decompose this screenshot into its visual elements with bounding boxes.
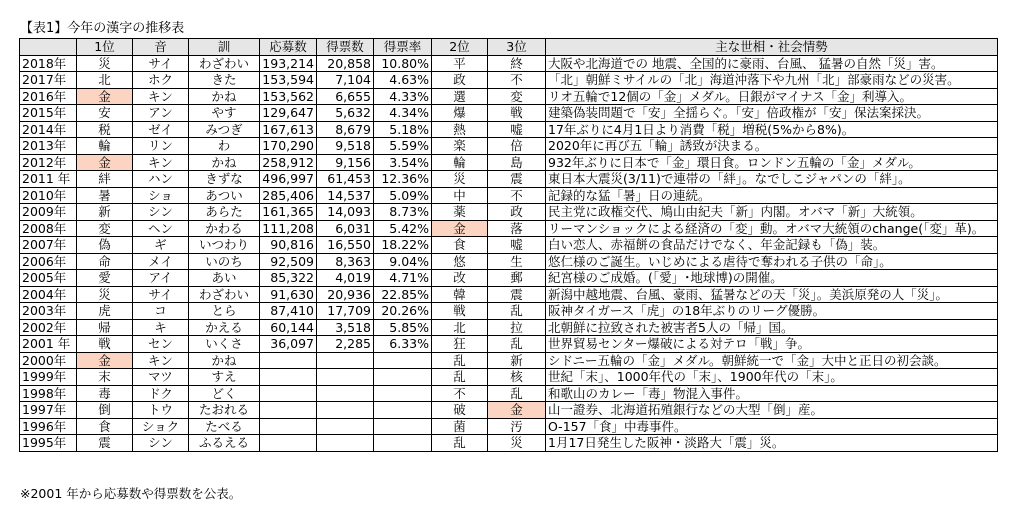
rank2-kanji-cell: 爆: [432, 105, 488, 122]
rank2-kanji-cell: 薬: [432, 204, 488, 221]
table-row: [20, 369, 998, 386]
on-reading-cell: サイ: [133, 286, 189, 303]
rank3-kanji-cell: 拉: [488, 319, 546, 336]
kun-reading-cell: いくさ: [189, 336, 260, 353]
rank1-kanji-cell: 毒: [77, 385, 133, 402]
rank1-kanji-cell: 金: [77, 88, 133, 105]
on-reading-cell: セン: [133, 336, 189, 353]
on-reading-cell: トウ: [133, 402, 189, 419]
table-row: [20, 121, 998, 138]
vote-rate-cell: 4.71%: [374, 270, 432, 287]
on-reading-cell: コ: [133, 303, 189, 320]
vote-rate-cell: 22.85%: [374, 286, 432, 303]
vote-rate-cell: 9.04%: [374, 253, 432, 270]
empty-cell: [317, 402, 374, 419]
rank2-kanji-cell: 輪: [432, 154, 488, 171]
rank1-kanji-cell: 北: [77, 72, 133, 89]
applications-cell: 60,144: [260, 319, 317, 336]
rank2-kanji-cell: 破: [432, 402, 488, 419]
social-events-cell: 北朝鮮に拉致された被害者5人の「帰」国。: [546, 319, 998, 336]
header-rank1: 1位: [77, 39, 133, 56]
header-rank3: 3位: [488, 39, 546, 56]
header-row: [20, 39, 998, 56]
table-row: [20, 187, 998, 204]
applications-cell: 258,912: [260, 154, 317, 171]
rank3-kanji-cell: 乱: [488, 336, 546, 353]
rank3-kanji-cell: 新: [488, 352, 546, 369]
rank1-kanji-cell: 戦: [77, 336, 133, 353]
kun-reading-cell: あい: [189, 270, 260, 287]
social-events-cell: 山一證券、北海道拓殖銀行などの大型「倒」産。: [546, 402, 998, 419]
kanji-history-table: [19, 38, 998, 452]
kun-reading-cell: かわる: [189, 220, 260, 237]
on-reading-cell: キ: [133, 319, 189, 336]
table-row: [20, 138, 998, 155]
table-row: [20, 253, 998, 270]
social-events-cell: 阪神タイガース「虎」の18年ぶりのリーグ優勝。: [546, 303, 998, 320]
empty-cell: [260, 402, 317, 419]
rank1-kanji-cell: 暑: [77, 187, 133, 204]
rank1-kanji-cell: 末: [77, 369, 133, 386]
rank2-kanji-cell: 選: [432, 88, 488, 105]
rank2-kanji-cell: 戦: [432, 303, 488, 320]
votes-cell: 3,518: [317, 319, 374, 336]
header-year: [20, 39, 77, 56]
social-events-cell: 民主党に政権交代、鳩山由紀夫「新」内閣。オバマ「新」大統領。: [546, 204, 998, 221]
applications-cell: 153,594: [260, 72, 317, 89]
social-events-cell: 932年ぶりに日本で「金」環日食。ロンドン五輪の「金」メダル。: [546, 154, 998, 171]
year-cell: 2012年: [20, 154, 77, 171]
year-cell: 2010年: [20, 187, 77, 204]
year-cell: 2006年: [20, 253, 77, 270]
applications-cell: 129,647: [260, 105, 317, 122]
kun-reading-cell: すえ: [189, 369, 260, 386]
table-row: [20, 154, 998, 171]
votes-cell: 20,858: [317, 55, 374, 72]
votes-cell: 14,537: [317, 187, 374, 204]
table-row: [20, 286, 998, 303]
year-cell: 1999年: [20, 369, 77, 386]
table-row: [20, 270, 998, 287]
year-cell: 1996年: [20, 418, 77, 435]
vote-rate-cell: 5.42%: [374, 220, 432, 237]
social-events-cell: 紀宮様のご成婚。(「愛」･地球博)の開催。: [546, 270, 998, 287]
vote-rate-cell: 8.73%: [374, 204, 432, 221]
header-kun-reading: 訓: [189, 39, 260, 56]
rank3-kanji-cell: 郵: [488, 270, 546, 287]
kun-reading-cell: とら: [189, 303, 260, 320]
rank2-kanji-cell: 楽: [432, 138, 488, 155]
votes-cell: 14,093: [317, 204, 374, 221]
rank1-kanji-cell: 偽: [77, 237, 133, 254]
applications-cell: 285,406: [260, 187, 317, 204]
empty-cell: [374, 435, 432, 452]
year-cell: 2004年: [20, 286, 77, 303]
empty-cell: [317, 418, 374, 435]
rank3-kanji-cell: 終: [488, 55, 546, 72]
rank1-kanji-cell: 災: [77, 55, 133, 72]
kun-reading-cell: あらた: [189, 204, 260, 221]
votes-cell: 4,019: [317, 270, 374, 287]
rank3-kanji-cell: 嘘: [488, 237, 546, 254]
votes-cell: 7,104: [317, 72, 374, 89]
rank3-kanji-cell: 倍: [488, 138, 546, 155]
on-reading-cell: シン: [133, 204, 189, 221]
year-cell: 1998年: [20, 385, 77, 402]
on-reading-cell: ヘン: [133, 220, 189, 237]
table-row: [20, 319, 998, 336]
empty-cell: [260, 385, 317, 402]
on-reading-cell: シン: [133, 435, 189, 452]
applications-cell: 111,208: [260, 220, 317, 237]
empty-cell: [317, 435, 374, 452]
on-reading-cell: ショ: [133, 187, 189, 204]
rank3-kanji-cell: 変: [488, 88, 546, 105]
empty-cell: [260, 352, 317, 369]
applications-cell: 91,630: [260, 286, 317, 303]
kun-reading-cell: どく: [189, 385, 260, 402]
rank1-kanji-cell: 安: [77, 105, 133, 122]
empty-cell: [374, 385, 432, 402]
vote-rate-cell: 12.36%: [374, 171, 432, 188]
social-events-cell: 1月17日発生した阪神・淡路大「震」災。: [546, 435, 998, 452]
on-reading-cell: キン: [133, 154, 189, 171]
votes-cell: 9,156: [317, 154, 374, 171]
year-cell: 2000年: [20, 352, 77, 369]
year-cell: 2017年: [20, 72, 77, 89]
social-events-cell: 大阪や北海道での 地震、全国的に豪雨、台風、 猛暑の自然「災」害。: [546, 55, 998, 72]
empty-cell: [260, 435, 317, 452]
kun-reading-cell: かえる: [189, 319, 260, 336]
rank2-kanji-cell: 改: [432, 270, 488, 287]
rank2-kanji-cell: 食: [432, 237, 488, 254]
social-events-cell: 「北」朝鮮ミサイルの「北」海道沖落下や九州「北」部豪雨などの災害。: [546, 72, 998, 89]
rank1-kanji-cell: 震: [77, 435, 133, 452]
rank2-kanji-cell: 韓: [432, 286, 488, 303]
rank3-kanji-cell: 金: [488, 402, 546, 419]
kun-reading-cell: みつぎ: [189, 121, 260, 138]
kun-reading-cell: ふるえる: [189, 435, 260, 452]
rank3-kanji-cell: 乱: [488, 303, 546, 320]
table-row: [20, 303, 998, 320]
rank1-kanji-cell: 税: [77, 121, 133, 138]
social-events-cell: 白い恋人、赤福餅の食品だけでなく、年金記録も「偽」装。: [546, 237, 998, 254]
year-cell: 2005年: [20, 270, 77, 287]
table-row: [20, 352, 998, 369]
year-cell: 2002年: [20, 319, 77, 336]
social-events-cell: 世紀「末」、1000年代の「末」、1900年代の「末」。: [546, 369, 998, 386]
table-row: [20, 336, 998, 353]
applications-cell: 170,290: [260, 138, 317, 155]
rank1-kanji-cell: 絆: [77, 171, 133, 188]
rank2-kanji-cell: 北: [432, 319, 488, 336]
on-reading-cell: キン: [133, 88, 189, 105]
applications-cell: 90,816: [260, 237, 317, 254]
rank2-kanji-cell: 菌: [432, 418, 488, 435]
year-cell: 2007年: [20, 237, 77, 254]
empty-cell: [260, 418, 317, 435]
vote-rate-cell: 18.22%: [374, 237, 432, 254]
rank2-kanji-cell: 乱: [432, 435, 488, 452]
applications-cell: 167,613: [260, 121, 317, 138]
rank1-kanji-cell: 金: [77, 352, 133, 369]
rank3-kanji-cell: 不: [488, 187, 546, 204]
votes-cell: 2,285: [317, 336, 374, 353]
table-row: [20, 418, 998, 435]
kun-reading-cell: かね: [189, 352, 260, 369]
empty-cell: [317, 369, 374, 386]
table-row: [20, 55, 998, 72]
table-row: [20, 220, 998, 237]
rank3-kanji-cell: 災: [488, 435, 546, 452]
table-row: [20, 72, 998, 89]
vote-rate-cell: 5.09%: [374, 187, 432, 204]
on-reading-cell: アン: [133, 105, 189, 122]
table-row: [20, 435, 998, 452]
rank2-kanji-cell: 悠: [432, 253, 488, 270]
votes-cell: 5,632: [317, 105, 374, 122]
on-reading-cell: サイ: [133, 55, 189, 72]
table-row: [20, 385, 998, 402]
rank2-kanji-cell: 熱: [432, 121, 488, 138]
vote-rate-cell: 20.26%: [374, 303, 432, 320]
social-events-cell: 建築偽装問題で「安」全揺らぐ。「安」倍政権が「安」保法案採決。: [546, 105, 998, 122]
footnote: ※2001 年から応募数や得票数を公表。: [20, 486, 242, 501]
empty-cell: [317, 352, 374, 369]
on-reading-cell: マツ: [133, 369, 189, 386]
rank3-kanji-cell: 震: [488, 171, 546, 188]
rank1-kanji-cell: 命: [77, 253, 133, 270]
vote-rate-cell: 5.59%: [374, 138, 432, 155]
kun-reading-cell: わ: [189, 138, 260, 155]
social-events-cell: 新潟中越地震、台風、豪雨、猛暑などの天「災」。美浜原発の人「災」。: [546, 286, 998, 303]
empty-cell: [374, 402, 432, 419]
header-vote-rate: 得票率: [374, 39, 432, 56]
table-row: [20, 402, 998, 419]
social-events-cell: 和歌山のカレー「毒」物混入事件。: [546, 385, 998, 402]
rank2-kanji-cell: 金: [432, 220, 488, 237]
social-events-cell: 17年ぶりに4月1日より消費「税」増税(5%から8%)。: [546, 121, 998, 138]
table-row: [20, 237, 998, 254]
kun-reading-cell: いのち: [189, 253, 260, 270]
rank2-kanji-cell: 災: [432, 171, 488, 188]
kun-reading-cell: やす: [189, 105, 260, 122]
header-social-events: 主な世相・社会情勢: [546, 39, 998, 56]
social-events-cell: 世界貿易センター爆破による対テロ「戦」争。: [546, 336, 998, 353]
rank1-kanji-cell: 新: [77, 204, 133, 221]
applications-cell: 153,562: [260, 88, 317, 105]
votes-cell: 6,031: [317, 220, 374, 237]
rank3-kanji-cell: 落: [488, 220, 546, 237]
vote-rate-cell: 4.33%: [374, 88, 432, 105]
votes-cell: 6,655: [317, 88, 374, 105]
kun-reading-cell: きた: [189, 72, 260, 89]
vote-rate-cell: 10.80%: [374, 55, 432, 72]
year-cell: 2015年: [20, 105, 77, 122]
rank1-kanji-cell: 食: [77, 418, 133, 435]
kun-reading-cell: きずな: [189, 171, 260, 188]
vote-rate-cell: 5.85%: [374, 319, 432, 336]
applications-cell: 36,097: [260, 336, 317, 353]
year-cell: 2011 年: [20, 171, 77, 188]
rank3-kanji-cell: 核: [488, 369, 546, 386]
social-events-cell: リオ五輪で12個の「金」メダル。日銀がマイナス「金」利導入。: [546, 88, 998, 105]
on-reading-cell: キン: [133, 352, 189, 369]
rank1-kanji-cell: 愛: [77, 270, 133, 287]
header-votes: 得票数: [317, 39, 374, 56]
empty-cell: [374, 352, 432, 369]
year-cell: 2016年: [20, 88, 77, 105]
year-cell: 2008年: [20, 220, 77, 237]
kun-reading-cell: わざわい: [189, 55, 260, 72]
applications-cell: 496,997: [260, 171, 317, 188]
table-row: [20, 171, 998, 188]
year-cell: 1995年: [20, 435, 77, 452]
year-cell: 2013年: [20, 138, 77, 155]
vote-rate-cell: 4.34%: [374, 105, 432, 122]
year-cell: 2009年: [20, 204, 77, 221]
applications-cell: 193,214: [260, 55, 317, 72]
applications-cell: 92,509: [260, 253, 317, 270]
votes-cell: 16,550: [317, 237, 374, 254]
empty-cell: [260, 369, 317, 386]
votes-cell: 8,679: [317, 121, 374, 138]
rank3-kanji-cell: 震: [488, 286, 546, 303]
kun-reading-cell: あつい: [189, 187, 260, 204]
social-events-cell: O-157「食」中毒事件。: [546, 418, 998, 435]
rank1-kanji-cell: 金: [77, 154, 133, 171]
rank2-kanji-cell: 狂: [432, 336, 488, 353]
table-row: [20, 105, 998, 122]
rank3-kanji-cell: 生: [488, 253, 546, 270]
header-rank2: 2位: [432, 39, 488, 56]
rank2-kanji-cell: 中: [432, 187, 488, 204]
empty-cell: [317, 385, 374, 402]
on-reading-cell: リン: [133, 138, 189, 155]
header-on-reading: 音: [133, 39, 189, 56]
rank3-kanji-cell: 嘘: [488, 121, 546, 138]
rank3-kanji-cell: 乱: [488, 385, 546, 402]
on-reading-cell: ギ: [133, 237, 189, 254]
table-title: 【表1】今年の漢字の推移表: [20, 21, 185, 36]
social-events-cell: 2020年に再び五「輪」誘致が決まる。: [546, 138, 998, 155]
on-reading-cell: アイ: [133, 270, 189, 287]
on-reading-cell: ハン: [133, 171, 189, 188]
votes-cell: 61,453: [317, 171, 374, 188]
vote-rate-cell: 5.18%: [374, 121, 432, 138]
on-reading-cell: ゼイ: [133, 121, 189, 138]
rank1-kanji-cell: 災: [77, 286, 133, 303]
empty-cell: [374, 369, 432, 386]
social-events-cell: 記録的な猛「暑」日の連続。: [546, 187, 998, 204]
rank2-kanji-cell: 政: [432, 72, 488, 89]
on-reading-cell: ドク: [133, 385, 189, 402]
rank3-kanji-cell: 政: [488, 204, 546, 221]
kun-reading-cell: わざわい: [189, 286, 260, 303]
social-events-cell: シドニー五輪の「金」メダル。朝鮮統一で「金」大中と正日の初会談。: [546, 352, 998, 369]
year-cell: 2018年: [20, 55, 77, 72]
table-row: [20, 88, 998, 105]
kun-reading-cell: かね: [189, 154, 260, 171]
rank3-kanji-cell: 汚: [488, 418, 546, 435]
votes-cell: 8,363: [317, 253, 374, 270]
vote-rate-cell: 6.33%: [374, 336, 432, 353]
kun-reading-cell: たべる: [189, 418, 260, 435]
social-events-cell: リーマンショックによる経済の「変」動。オバマ大統領のchange(「変」革)。: [546, 220, 998, 237]
rank2-kanji-cell: 乱: [432, 369, 488, 386]
kun-reading-cell: たおれる: [189, 402, 260, 419]
applications-cell: 161,365: [260, 204, 317, 221]
votes-cell: 9,518: [317, 138, 374, 155]
year-cell: 2014年: [20, 121, 77, 138]
on-reading-cell: ショク: [133, 418, 189, 435]
votes-cell: 17,709: [317, 303, 374, 320]
rank1-kanji-cell: 帰: [77, 319, 133, 336]
rank2-kanji-cell: 平: [432, 55, 488, 72]
empty-cell: [374, 418, 432, 435]
rank1-kanji-cell: 輪: [77, 138, 133, 155]
on-reading-cell: ホク: [133, 72, 189, 89]
year-cell: 2003年: [20, 303, 77, 320]
kun-reading-cell: いつわり: [189, 237, 260, 254]
social-events-cell: 悠仁様のご誕生。いじめによる虐待で奪われる子供の「命」。: [546, 253, 998, 270]
year-cell: 2001 年: [20, 336, 77, 353]
rank2-kanji-cell: 乱: [432, 352, 488, 369]
rank3-kanji-cell: 島: [488, 154, 546, 171]
rank1-kanji-cell: 虎: [77, 303, 133, 320]
votes-cell: 20,936: [317, 286, 374, 303]
kun-reading-cell: かね: [189, 88, 260, 105]
table-row: [20, 204, 998, 221]
rank3-kanji-cell: 戦: [488, 105, 546, 122]
year-cell: 1997年: [20, 402, 77, 419]
header-applications: 応募数: [260, 39, 317, 56]
rank1-kanji-cell: 倒: [77, 402, 133, 419]
rank2-kanji-cell: 不: [432, 385, 488, 402]
vote-rate-cell: 4.63%: [374, 72, 432, 89]
applications-cell: 85,322: [260, 270, 317, 287]
applications-cell: 87,410: [260, 303, 317, 320]
rank3-kanji-cell: 不: [488, 72, 546, 89]
on-reading-cell: メイ: [133, 253, 189, 270]
social-events-cell: 東日本大震災(3/11)で連帯の「絆」。なでしこジャパンの「絆」。: [546, 171, 998, 188]
rank1-kanji-cell: 変: [77, 220, 133, 237]
vote-rate-cell: 3.54%: [374, 154, 432, 171]
